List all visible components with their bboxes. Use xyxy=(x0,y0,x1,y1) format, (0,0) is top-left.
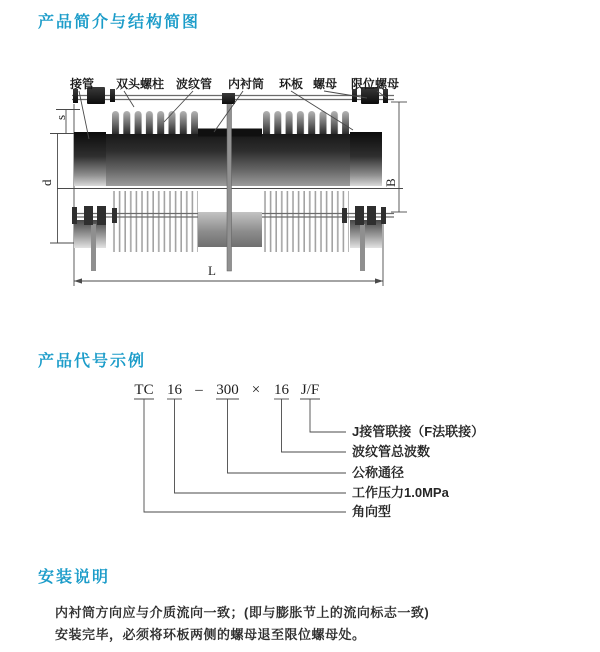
code-seg-diameter: 300 xyxy=(216,382,239,398)
part-label-luomu: 螺母 xyxy=(313,77,338,91)
code-seg-pressure: 16 xyxy=(167,382,182,398)
part-label-xianweiluomu: 限位螺母 xyxy=(351,77,400,91)
callout-diameter: 公称通径 xyxy=(352,465,405,480)
code-connector-lines xyxy=(134,399,346,512)
callout-type: 角向型 xyxy=(352,504,392,519)
section-heading-install: 安装说明 xyxy=(38,569,111,586)
install-note-line1: 内衬筒方向应与介质流向一致；(即与膨胀节上的流向标志一致) xyxy=(55,605,430,620)
dim-label-d: d xyxy=(39,179,54,186)
code-seg-times: × xyxy=(251,382,261,398)
part-label-shuangtouluozhu: 双头螺柱 xyxy=(116,77,165,91)
code-seg-type: TC xyxy=(134,382,154,398)
callout-pressure: 工作压力1.0MPa xyxy=(352,485,449,500)
part-label-jieguan: 接管 xyxy=(70,77,95,91)
part-label-neichentong: 内衬筒 xyxy=(228,77,265,91)
callout-waves: 波纹管总波数 xyxy=(352,444,431,459)
code-seg-connection: J/F xyxy=(300,382,320,398)
dim-label-L: L xyxy=(208,263,216,278)
install-note-line2: 安装完毕，必须将环板两侧的螺母退至限位螺母处。 xyxy=(55,627,366,642)
section-heading-intro: 产品简介与结构简图 xyxy=(38,14,201,31)
product-code-diagram-svg xyxy=(0,375,600,530)
code-seg-waves: 16 xyxy=(274,382,289,398)
joint-lower-half xyxy=(72,191,394,271)
code-seg-dash: – xyxy=(195,382,203,398)
section-heading-code: 产品代号示例 xyxy=(38,353,147,370)
dim-label-B: B xyxy=(383,178,398,187)
callout-connection: J接管联接（F法联接） xyxy=(352,424,485,439)
part-label-huanban: 环板 xyxy=(279,77,304,91)
dim-label-s: s xyxy=(53,114,68,120)
part-label-bowenguan: 波纹管 xyxy=(176,77,213,91)
